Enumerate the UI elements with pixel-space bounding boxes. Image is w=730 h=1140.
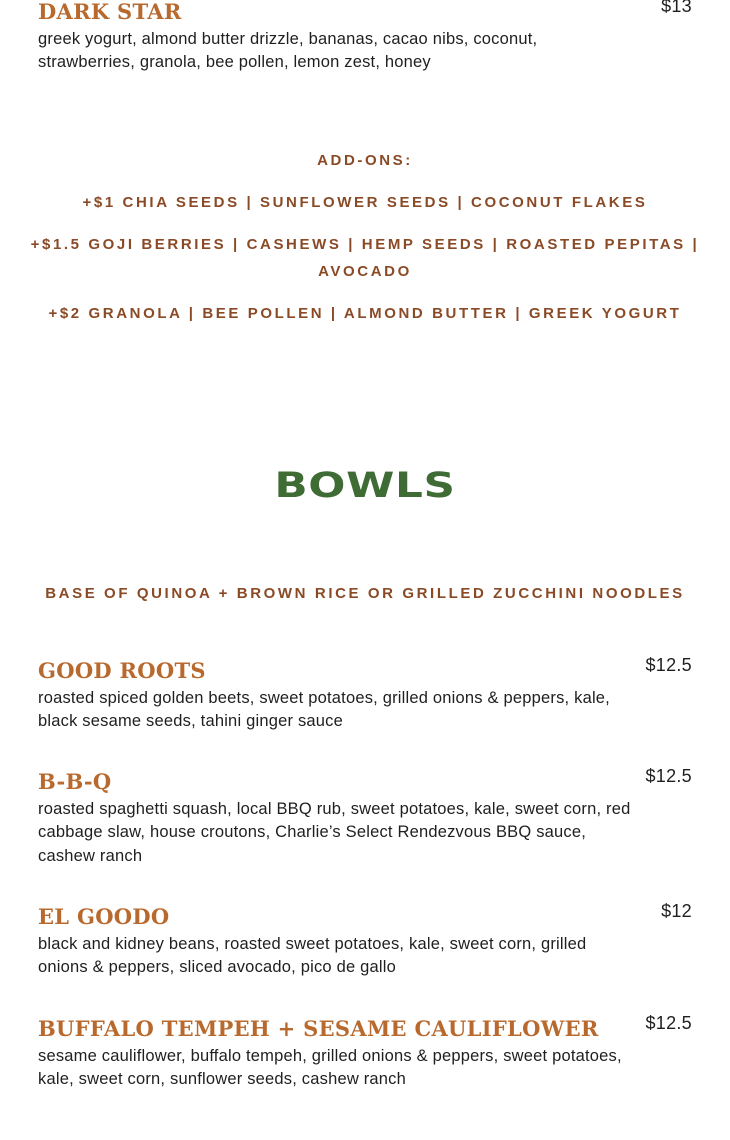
item-price: $12 bbox=[661, 901, 692, 921]
item-name: GOOD ROOTS bbox=[38, 658, 206, 683]
addons-line-1: +$1 CHIA SEEDS | SUNFLOWER SEEDS | COCONUT FLAKES bbox=[82, 194, 648, 211]
bowls-base-note: BASE OF QUINOA + BROWN RICE OR GRILLED ZUCCHINI NOODLES bbox=[45, 585, 685, 602]
addons-heading: ADD-ONS: bbox=[317, 152, 413, 169]
item-name: EL GOODO bbox=[38, 904, 170, 929]
item-price: $12.5 bbox=[645, 655, 692, 675]
item-description: roasted spiced golden beets, sweet potatoes, grilled onions & peppers, kale, black sesame seeds, tahini ginger sauce bbox=[38, 689, 610, 731]
menu-item-bbq bbox=[38, 766, 692, 868]
item-name: B-B-Q bbox=[38, 769, 112, 794]
item-price: $13 bbox=[661, 0, 692, 16]
menu-item-el-goodo bbox=[38, 901, 692, 980]
item-description: black and kidney beans, roasted sweet potatoes, kale, sweet corn, grilled onions & peppers, sliced avocado, pico de gallo bbox=[38, 935, 587, 977]
menu-item-good-roots bbox=[38, 655, 692, 734]
item-name: BUFFALO TEMPEH + SESAME CAULIFLOWER bbox=[38, 1016, 599, 1041]
item-description: sesame cauliflower, buffalo tempeh, grilled onions & peppers, sweet potatoes, kale, sweet corn, sunflower seeds, cashew ranch bbox=[38, 1047, 622, 1089]
addons-line-2a: +$1.5 GOJI BERRIES | CASHEWS | HEMP SEEDS | ROASTED PEPITAS | bbox=[30, 236, 700, 253]
menu-item-dark-star bbox=[38, 0, 692, 75]
item-price: $12.5 bbox=[645, 1013, 692, 1033]
section-title-bowls: BOWLS bbox=[274, 466, 456, 506]
addons-line-3: +$2 GRANOLA | BEE POLLEN | ALMOND BUTTER | GREEK YOGURT bbox=[48, 305, 682, 322]
item-description: greek yogurt, almond butter drizzle, bananas, cacao nibs, coconut, strawberries, granola, bee pollen, lemon zest, honey bbox=[38, 30, 538, 72]
item-name: DARK STAR bbox=[38, 0, 182, 24]
addons-line-2b: AVOCADO bbox=[318, 263, 412, 280]
menu-item-buffalo-tempeh bbox=[38, 1013, 692, 1092]
item-description: roasted spaghetti squash, local BBQ rub, sweet potatoes, kale, sweet corn, red cabbage slaw, house croutons, Charlie’s Select Rendezvous BBQ sauce, cashew ranch bbox=[38, 800, 631, 865]
item-price: $12.5 bbox=[645, 766, 692, 786]
